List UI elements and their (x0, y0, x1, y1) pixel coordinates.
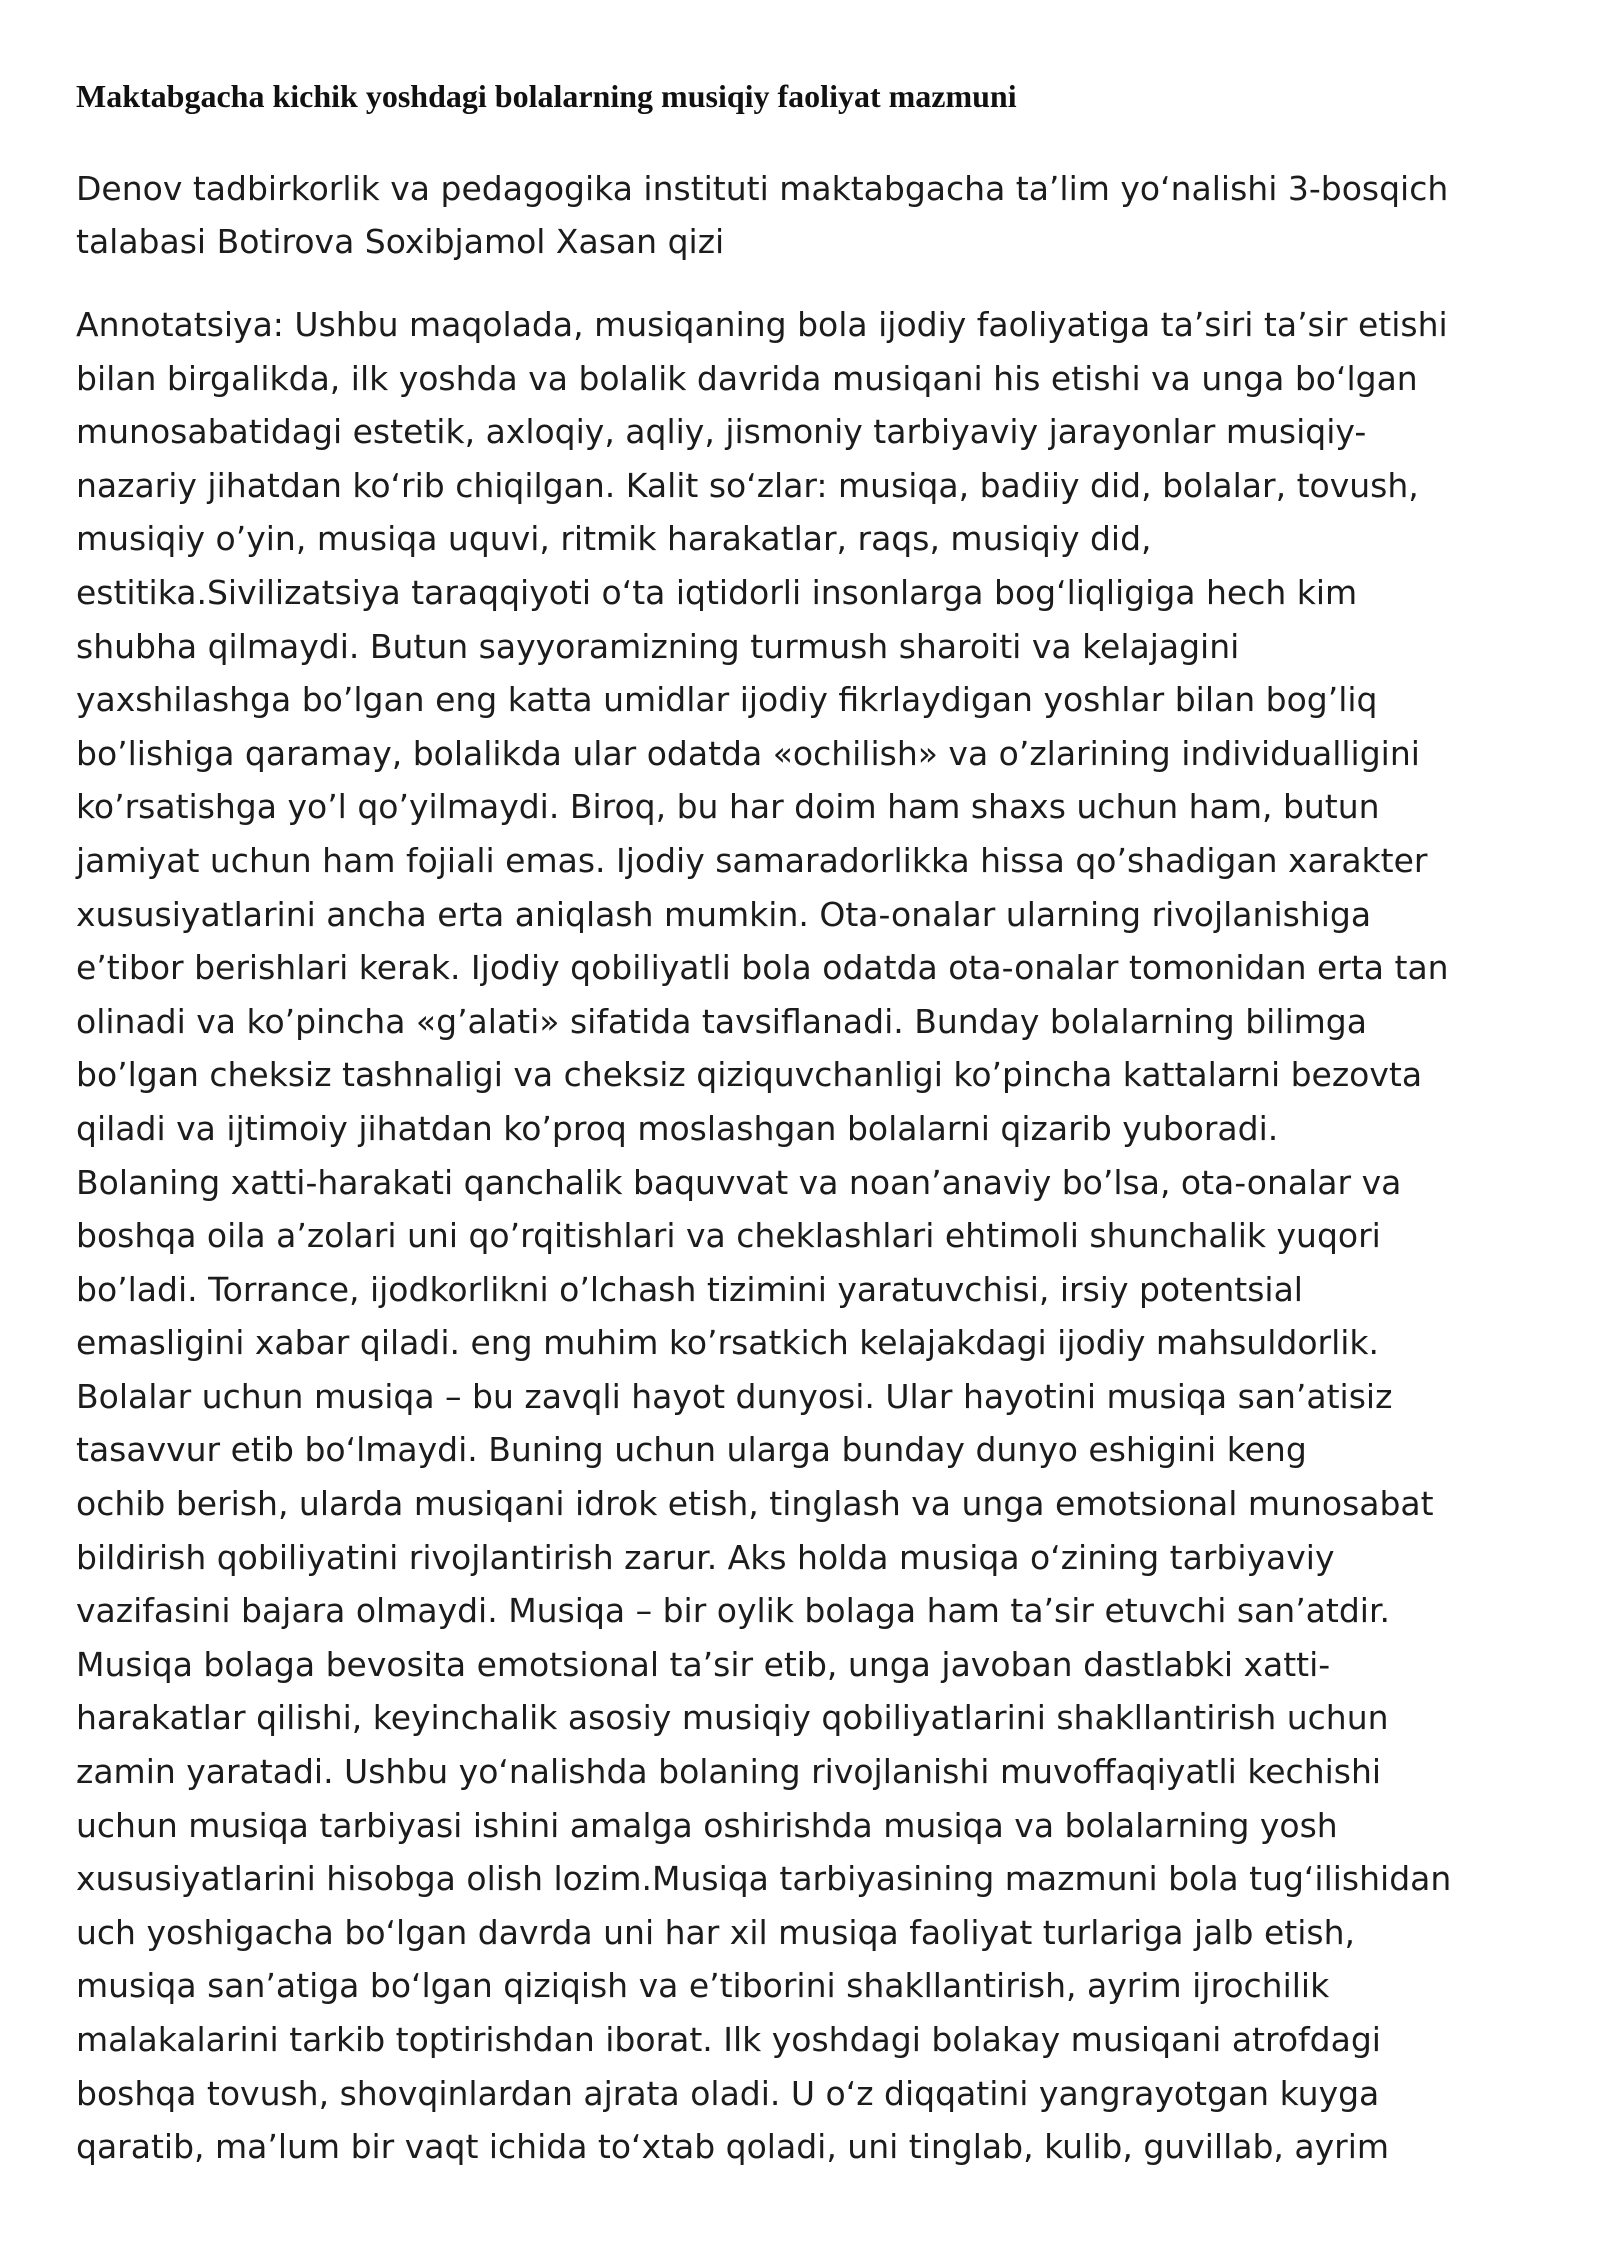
body-line: munosabatidagi estetik, axloqiy, aqliy, jismoniy tarbiyaviy jarayonlar musiqiy- (76, 412, 1367, 452)
body-line: zamin yaratadi. Ushbu yo‘nalishda bolaning rivojlanishi muvoffaqiyatli kechishi (76, 1752, 1382, 1792)
body-line: uchun musiqa tarbiyasi ishini amalga oshirishda musiqa va bolalarning yosh (76, 1805, 1338, 1845)
body-line: qaratib, ma’lum bir vaqt ichida to‘xtab qoladi, uni tinglab, kulib, guvillab, ayrim (76, 2127, 1390, 2167)
body-line: boshqa tovush, shovqinlardan ajrata oladi. U o‘z diqqatini yangrayotgan kuyga (76, 2073, 1380, 2113)
document-title: Maktabgacha kichik yoshdagi bolalarning musiqiy faoliyat mazmuni (76, 78, 1017, 114)
body-line: xususiyatlarini hisobga olish lozim.Musiqa tarbiyasining mazmuni bola tug‘ilishidan (76, 1859, 1452, 1899)
body-line: emasligini xabar qiladi. eng muhim ko’rsatkich kelajakdagi ijodiy mahsuldorlik. (76, 1323, 1380, 1363)
body-line: malakalarini tarkib toptirishdan iborat. Ilk yoshdagi bolakay musiqani atrofdagi (76, 2020, 1381, 2059)
body-line: bildirish qobiliyatini rivojlantirish zarur. Aks holda musiqa o‘zining tarbiyaviy (76, 1537, 1335, 1577)
body-line: musiqa san’atiga bo‘lgan qiziqish va e’tiborini shakllantirish, ayrim ijrochilik (76, 1966, 1330, 2006)
body-line: uch yoshigacha bo‘lgan davrda uni har xil musiqa faoliyat turlariga jalb etish, (76, 1912, 1355, 1952)
body-line: jamiyat uchun ham fojiali emas. Ijodiy samaradorlikka hissa qo’shadigan xarakter (76, 840, 1428, 880)
body-line: ko’rsatishga yo’l qo’yilmaydi. Biroq, bu har doim ham shaxs uchun ham, butun (76, 787, 1380, 827)
body-line: olinadi va ko’pincha «g’alati» sifatida tavsiflanadi. Bunday bolalarning bilimga (76, 1001, 1367, 1041)
body-line: tasavvur etib bo‘lmaydi. Buning uchun ularga bunday dunyo eshigini keng (76, 1430, 1307, 1470)
body-line: bo’lishiga qaramay, bolalikda ular odatda «ochilish» va o’zlarining individualligini (76, 733, 1420, 773)
body-line: musiqiy o’yin, musiqa uquvi, ritmik harakatlar, raqs, musiqiy did, (76, 519, 1152, 559)
body-line: bo’lgan cheksiz tashnaligi va cheksiz qiziquvchanligi ko’pincha kattalarni bezovta (76, 1055, 1423, 1095)
body-line: ochib berish, ularda musiqani idrok etish, tinglash va unga emotsional munosabat (76, 1484, 1434, 1524)
author-line: Denov tadbirkorlik va pedagogika instituti maktabgacha ta’lim yo‘nalishi 3-bosqich (76, 169, 1449, 208)
author-info (76, 162, 1546, 268)
body-line: bilan birgalikda, ilk yoshda va bolalik davrida musiqani his etishi va unga bo‘lgan (76, 358, 1418, 398)
body-line: shubha qilmaydi. Butun sayyoramizning turmush sharoiti va kelajagini (76, 626, 1240, 666)
body-line: harakatlar qilishi, keyinchalik asosiy musiqiy qobiliyatlarini shakllantirish uchun (76, 1698, 1389, 1738)
body-line: Bolalar uchun musiqa – bu zavqli hayot dunyosi. Ular hayotini musiqa san’atisiz (76, 1376, 1393, 1416)
body-text (76, 298, 1546, 2174)
body-line: e’tibor berishlari kerak. Ijodiy qobiliyatli bola odatda ota-onalar tomonidan erta tan (76, 948, 1449, 988)
body-line: qiladi va ijtimoiy jihatdan ko’proq moslashgan bolalarni qizarib yuboradi. (76, 1108, 1279, 1148)
body-line: Musiqa bolaga bevosita emotsional ta’sir etib, unga javoban dastlabki xatti- (76, 1644, 1331, 1684)
author-line: talabasi Botirova Soxibjamol Xasan qizi (76, 222, 725, 261)
body-line: yaxshilashga bo’lgan eng katta umidlar ijodiy fikrlaydigan yoshlar bilan bog’liq (76, 680, 1378, 720)
body-line: nazariy jihatdan ko‘rib chiqilgan. Kalit so‘zlar: musiqa, badiiy did, bolalar, tovush, (76, 465, 1419, 505)
body-line: xususiyatlarini ancha erta aniqlash mumkin. Ota-onalar ularning rivojlanishiga (76, 894, 1372, 934)
body-line: boshqa oila a’zolari uni qo’rqitishlari va cheklashlari ehtimoli shunchalik yuqori (76, 1216, 1381, 1256)
body-line: Annotatsiya: Ushbu maqolada, musiqaning bola ijodiy faoliyatiga ta’siri ta’sir etishi (76, 305, 1448, 344)
body-line: Bolaning xatti-harakati qanchalik baquvvat va noan’anaviy bo’lsa, ota-onalar va (76, 1162, 1402, 1202)
body-line: bo’ladi. Torrance, ijodkorlikni o’lchash tizimini yaratuvchisi, irsiy potentsial (76, 1269, 1303, 1309)
body-line: estitika.Sivilizatsiya taraqqiyoti o‘ta iqtidorli insonlarga bog‘liqligiga hech kim (76, 572, 1358, 612)
body-line: vazifasini bajara olmaydi. Musiqa – bir oylik bolaga ham ta’sir etuvchi san’atdir. (76, 1591, 1390, 1631)
